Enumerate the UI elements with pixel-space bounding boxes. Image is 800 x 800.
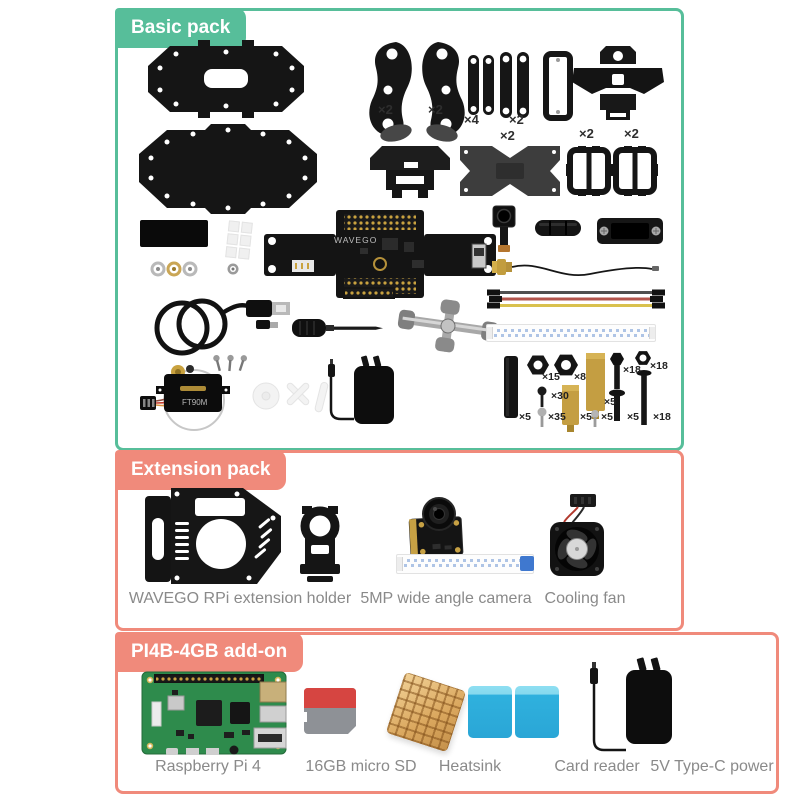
caption-cooling-fan: Cooling fan (544, 590, 626, 607)
linkage-pair-long (498, 50, 532, 120)
pi4b-addon-label: PI4B-4GB add-on (131, 641, 288, 662)
antenna-cylinder (535, 218, 581, 238)
qty-nut-m4: ×8 (574, 371, 586, 383)
ipex-antenna-cable (490, 252, 662, 282)
qty-screw-pan: ×5 (627, 411, 639, 423)
caption-heatsink: Heatsink (438, 758, 502, 775)
caption-camera: 5MP wide angle camera (360, 590, 532, 607)
qty-linkage-short: ×4 (464, 112, 479, 127)
qty-bolt-hex: ×18 (623, 364, 641, 376)
qty-side-plate: ×2 (500, 128, 515, 143)
qty-screw-black-small: ×30 (551, 390, 569, 402)
qty-screw-silver-small: ×35 (548, 411, 566, 423)
qty-standoff-black: ×5 (519, 411, 531, 423)
caption-card-reader: Card reader (554, 758, 640, 775)
bearings (148, 260, 248, 280)
qty-nut-m3: ×15 (542, 371, 560, 383)
basic-pack-label: Basic pack (131, 17, 231, 38)
qty-leg-left: ×2 (378, 102, 393, 117)
caption-extension-holder: WAVEGO RPi extension holder (128, 590, 352, 607)
cooling-fan (546, 494, 608, 578)
battery-plate (140, 220, 208, 247)
servo-motor (140, 356, 252, 436)
qty-servo-frame-right: ×2 (624, 126, 639, 141)
servo-frame-right (612, 146, 658, 196)
screw-bracket (597, 216, 663, 246)
board-silkscreen: WAVEGO (334, 235, 378, 245)
caption-micro-sd: 16GB micro SD (305, 758, 417, 775)
qty-servo-frame-left: ×2 (579, 126, 594, 141)
chassis-plate-bottom (133, 120, 323, 218)
camera-5mp (402, 494, 474, 558)
camera-ffc-ribbon (396, 554, 534, 574)
servo-model-label: FT90M (182, 398, 208, 407)
power-adapter-pi (582, 654, 674, 756)
ffc-clamp-left (487, 327, 493, 339)
qty-standoff-brass-short: ×5 (580, 411, 592, 423)
pi4b-addon-tab (115, 632, 303, 672)
qty-standoff-brass-tall: ×5 (604, 396, 616, 408)
qty-nut-small: ×18 (650, 360, 668, 372)
ribbon-blue-stiffener (520, 556, 534, 571)
extension-pack-label: Extension pack (131, 459, 271, 480)
card-reader (468, 686, 559, 738)
qty-screw-silver-tiny: ×5 (601, 411, 613, 423)
ffc-cable (486, 324, 656, 342)
linkage-pair-short (466, 54, 496, 116)
ffc-clamp-right (649, 327, 655, 339)
servo-frame-left (566, 146, 612, 196)
chassis-plate-top (140, 36, 312, 122)
caption-power: 5V Type-C power (650, 758, 774, 775)
ribbon-clamp (397, 557, 403, 571)
head-bracket (572, 44, 664, 124)
qty-linkage-long: ×2 (509, 112, 524, 127)
screwdriver (292, 314, 384, 342)
usb-cable (138, 292, 292, 356)
jumper-wires (487, 288, 665, 310)
adhesive-pads (225, 220, 263, 260)
caption-raspberry-pi: Raspberry Pi 4 (155, 758, 261, 775)
front-bracket (366, 142, 454, 202)
body-side-plate (456, 144, 564, 198)
raspberry-pi-4-board (142, 670, 286, 756)
card-reader-cap (468, 686, 512, 738)
extension-camera-bracket (294, 506, 346, 582)
cross-wrench (398, 300, 498, 352)
frame-spacer (543, 52, 573, 120)
power-adapter-basic (316, 354, 404, 434)
qty-screw-long: ×18 (653, 411, 671, 423)
extension-pack-tab (115, 450, 286, 490)
qty-leg-right: ×2 (428, 102, 443, 117)
micro-sd-card (300, 686, 360, 736)
camera-module-small (492, 205, 516, 253)
pin-header (343, 284, 395, 302)
extension-holder-plate (145, 486, 291, 588)
card-reader-body (515, 686, 559, 738)
